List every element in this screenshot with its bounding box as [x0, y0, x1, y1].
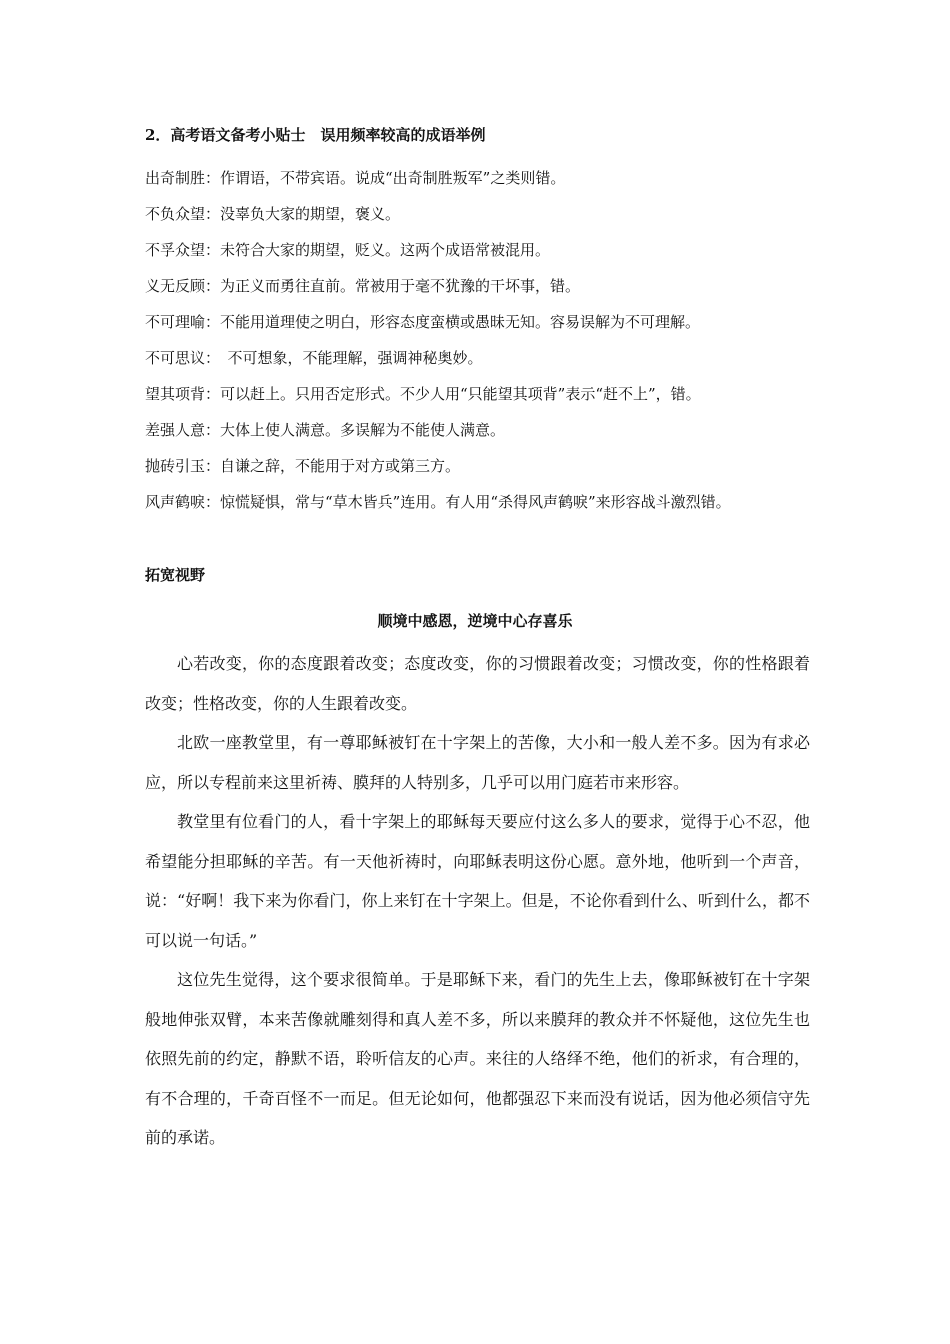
idiom-item: 不负众望：没辜负大家的期望，褒义。 [145, 205, 401, 223]
idiom-item: 出奇制胜：作谓语，不带宾语。说成“出奇制胜叛军”之类则错。 [145, 169, 566, 187]
section-title: 拓宽视野 [145, 566, 206, 584]
essay-paragraph: 这位先生觉得，这个要求很简单。于是耶稣下来，看门的先生上去，像耶稣被钉在十字架般地伸张双臂，本来苦像就雕刻得和真人差不多，所以来膜拜的教众并不怀疑他，这位先生也依照先前的约定，静默不语，聆听信友的心声。来往的人络绎不绝，他们的祈求，有合理的，有不合理的，千奇百怪不一而足。但无论如何，他都强忍下来而没有说话，因为他必须信守先前的承诺。 [145, 970, 810, 1147]
essay-paragraph: 心若改变，你的态度跟着改变；态度改变，你的习惯跟着改变；习惯改变，你的性格跟着改变；性格改变，你的人生跟着改变。 [145, 654, 810, 713]
idiom-item: 不可思议： 不可想象，不能理解，强调神秘奥妙。 [145, 349, 483, 367]
idiom-item: 差强人意：大体上使人满意。多误解为不能使人满意。 [145, 421, 506, 439]
idiom-item: 风声鹤唳：惊慌疑惧，常与“草木皆兵”连用。有人用“杀得风声鹤唳”来形容战斗激烈错。 [145, 493, 731, 511]
idiom-item: 不可理喻：不能用道理使之明白，形容态度蛮横或愚昧无知。容易误解为不可理解。 [145, 313, 701, 331]
idiom-list [145, 160, 815, 520]
essay-title: 顺境中感恩，逆境中心存喜乐 [377, 612, 573, 630]
essay-body [145, 644, 810, 1158]
idiom-item: 义无反顾：为正义而勇往直前。常被用于毫不犹豫的干坏事，错。 [145, 277, 581, 295]
essay-paragraph: 教堂里有位看门的人，看十字架上的耶稣每天要应付这么多人的要求，觉得于心不忍，他希望能分担耶稣的辛苦。有一天他祈祷时，向耶稣表明这份心愿。意外地，他听到一个声音，说：“好啊！我下来为你看门，你上来钉在十字架上。但是，不论你看到什么、听到什么，都不可以说一句话。” [145, 812, 810, 950]
idiom-item: 抛砖引玉：自谦之辞，不能用于对方或第三方。 [145, 457, 461, 475]
idiom-item: 不孚众望：未符合大家的期望，贬义。这两个成语常被混用。 [145, 241, 551, 259]
essay-paragraph: 北欧一座教堂里，有一尊耶稣被钉在十字架上的苦像，大小和一般人差不多。因为有求必应，所以专程前来这里祈祷、膜拜的人特别多，几乎可以用门庭若市来形容。 [145, 733, 810, 792]
idiom-item: 望其项背：可以赶上。只用否定形式。不少人用“只能望其项背”表示“赶不上”，错。 [145, 385, 701, 403]
tips-heading: 2．高考语文备考小贴士 误用频率较高的成语举例 [145, 126, 486, 144]
